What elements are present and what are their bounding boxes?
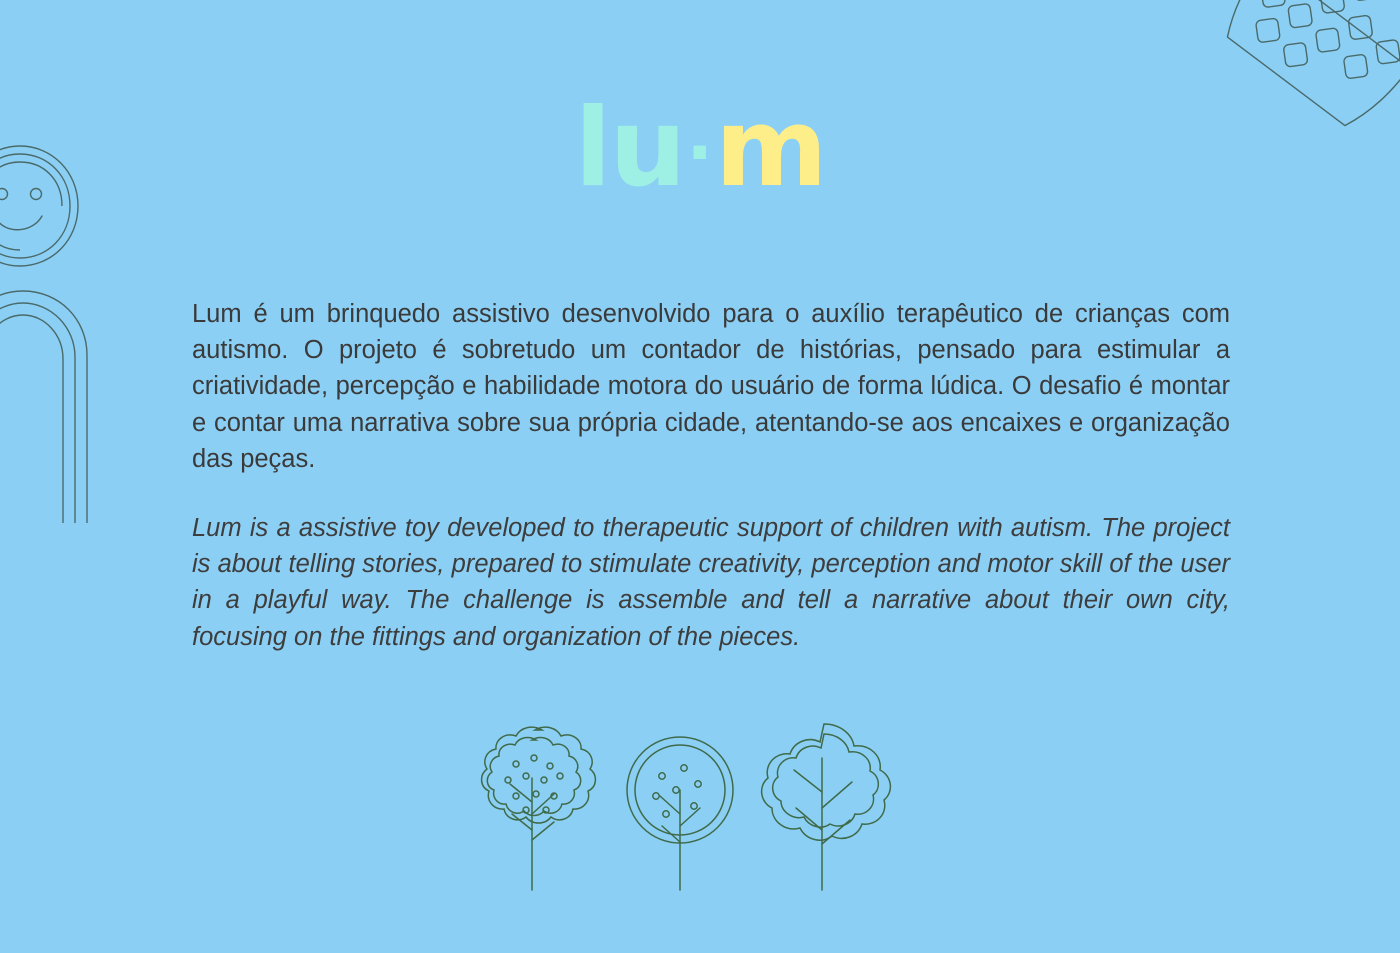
description-block: [192, 296, 1230, 655]
logo-text-m: m: [714, 86, 826, 211]
brand-logo: [0, 86, 1400, 211]
paragraph-english: Lum is a assistive toy developed to therapeutic support of children with autism. The project is about telling stories, prepared to stimulate creativity, perception and motor skill of the user in a playful way. The challenge is assemble and tell a narrative about their own city, focusing on the fittings and organization of the pieces.: [192, 514, 1230, 651]
paragraph-portuguese: Lum é um brinquedo assistivo desenvolvido para o auxílio terapêutico de crianças com autismo. O projeto é sobretudo um contador de histórias, pensado para estimular a criatividade, percepção e habilidade motora do usuário de forma lúdica. O desafio é montar e contar uma narrativa sobre sua própria cidade, atentando-se aos encaixes e organização das peças.: [192, 300, 1230, 473]
three-trees-icon: [480, 718, 900, 903]
logo-dot: ·: [686, 112, 713, 194]
arch-shape-icon: [0, 285, 115, 530]
logo-text-lu: lu: [574, 86, 685, 211]
